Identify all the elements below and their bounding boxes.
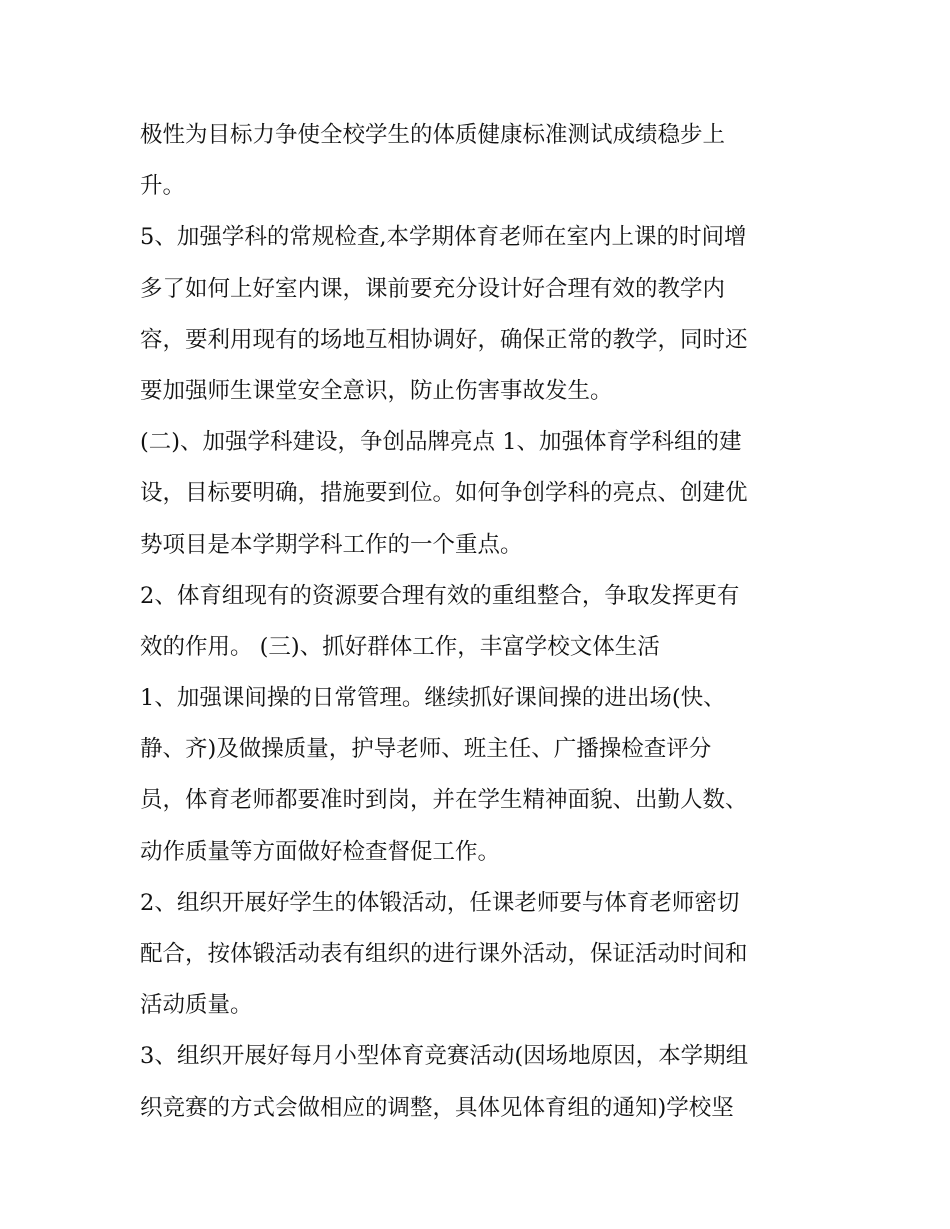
document-body: [140, 110, 820, 1134]
text-line: (二)、加强学科建设，争创品牌亮点 1、加强体育学科组的建: [140, 429, 742, 456]
text-line: 织竞赛的方式会做相应的调整，具体见体育组的通知)学校坚: [140, 1094, 734, 1121]
text-line: 要加强师生课堂安全意识，防止伤害事故发生。: [140, 377, 613, 404]
text-line: 动作质量等方面做好检查督促工作。: [140, 838, 501, 865]
text-line: 势项目是本学期学科工作的一个重点。: [140, 531, 523, 558]
text-line: 静、齐)及做操质量，护导老师、班主任、广播操检查评分: [140, 736, 712, 763]
text-line: 活动质量。: [140, 992, 253, 1019]
text-line: 2、组织开展好学生的体锻活动，任课老师要与体育老师密切: [140, 889, 740, 916]
text-line: 1、加强课间操的日常管理。继续抓好课间操的进出场(快、: [140, 685, 726, 712]
text-line: 3、组织开展好每月小型体育竞赛活动(因场地原因，本学期组: [140, 1043, 749, 1070]
text-line: 配合，按体锻活动表有组织的进行课外活动，保证活动时间和: [140, 941, 748, 967]
text-line: 容，要利用现有的场地互相协调好，确保正常的教学，同时还: [140, 326, 748, 353]
text-line: 5、加强学科的常规检查,本学期体育老师在室内上课的时间增: [140, 224, 747, 251]
text-line: 极性为目标力争使全校学生的体质健康标准测试成绩稳步上: [140, 122, 726, 148]
text-line: 多了如何上好室内课，课前要充分设计好合理有效的教学内: [140, 275, 726, 302]
text-line: 2、体育组现有的资源要合理有效的重组整合，争取发挥更有: [140, 582, 740, 609]
text-line: 设，目标要明确，措施要到位。如何争创学科的亮点、创建优: [140, 480, 748, 507]
text-line: 效的作用。 (三)、抓好群体工作，丰富学校文体生活: [140, 633, 660, 660]
text-line: 升。: [140, 173, 186, 200]
text-line: 员，体育老师都要准时到岗，并在学生精神面貌、出勤人数、: [140, 787, 748, 814]
